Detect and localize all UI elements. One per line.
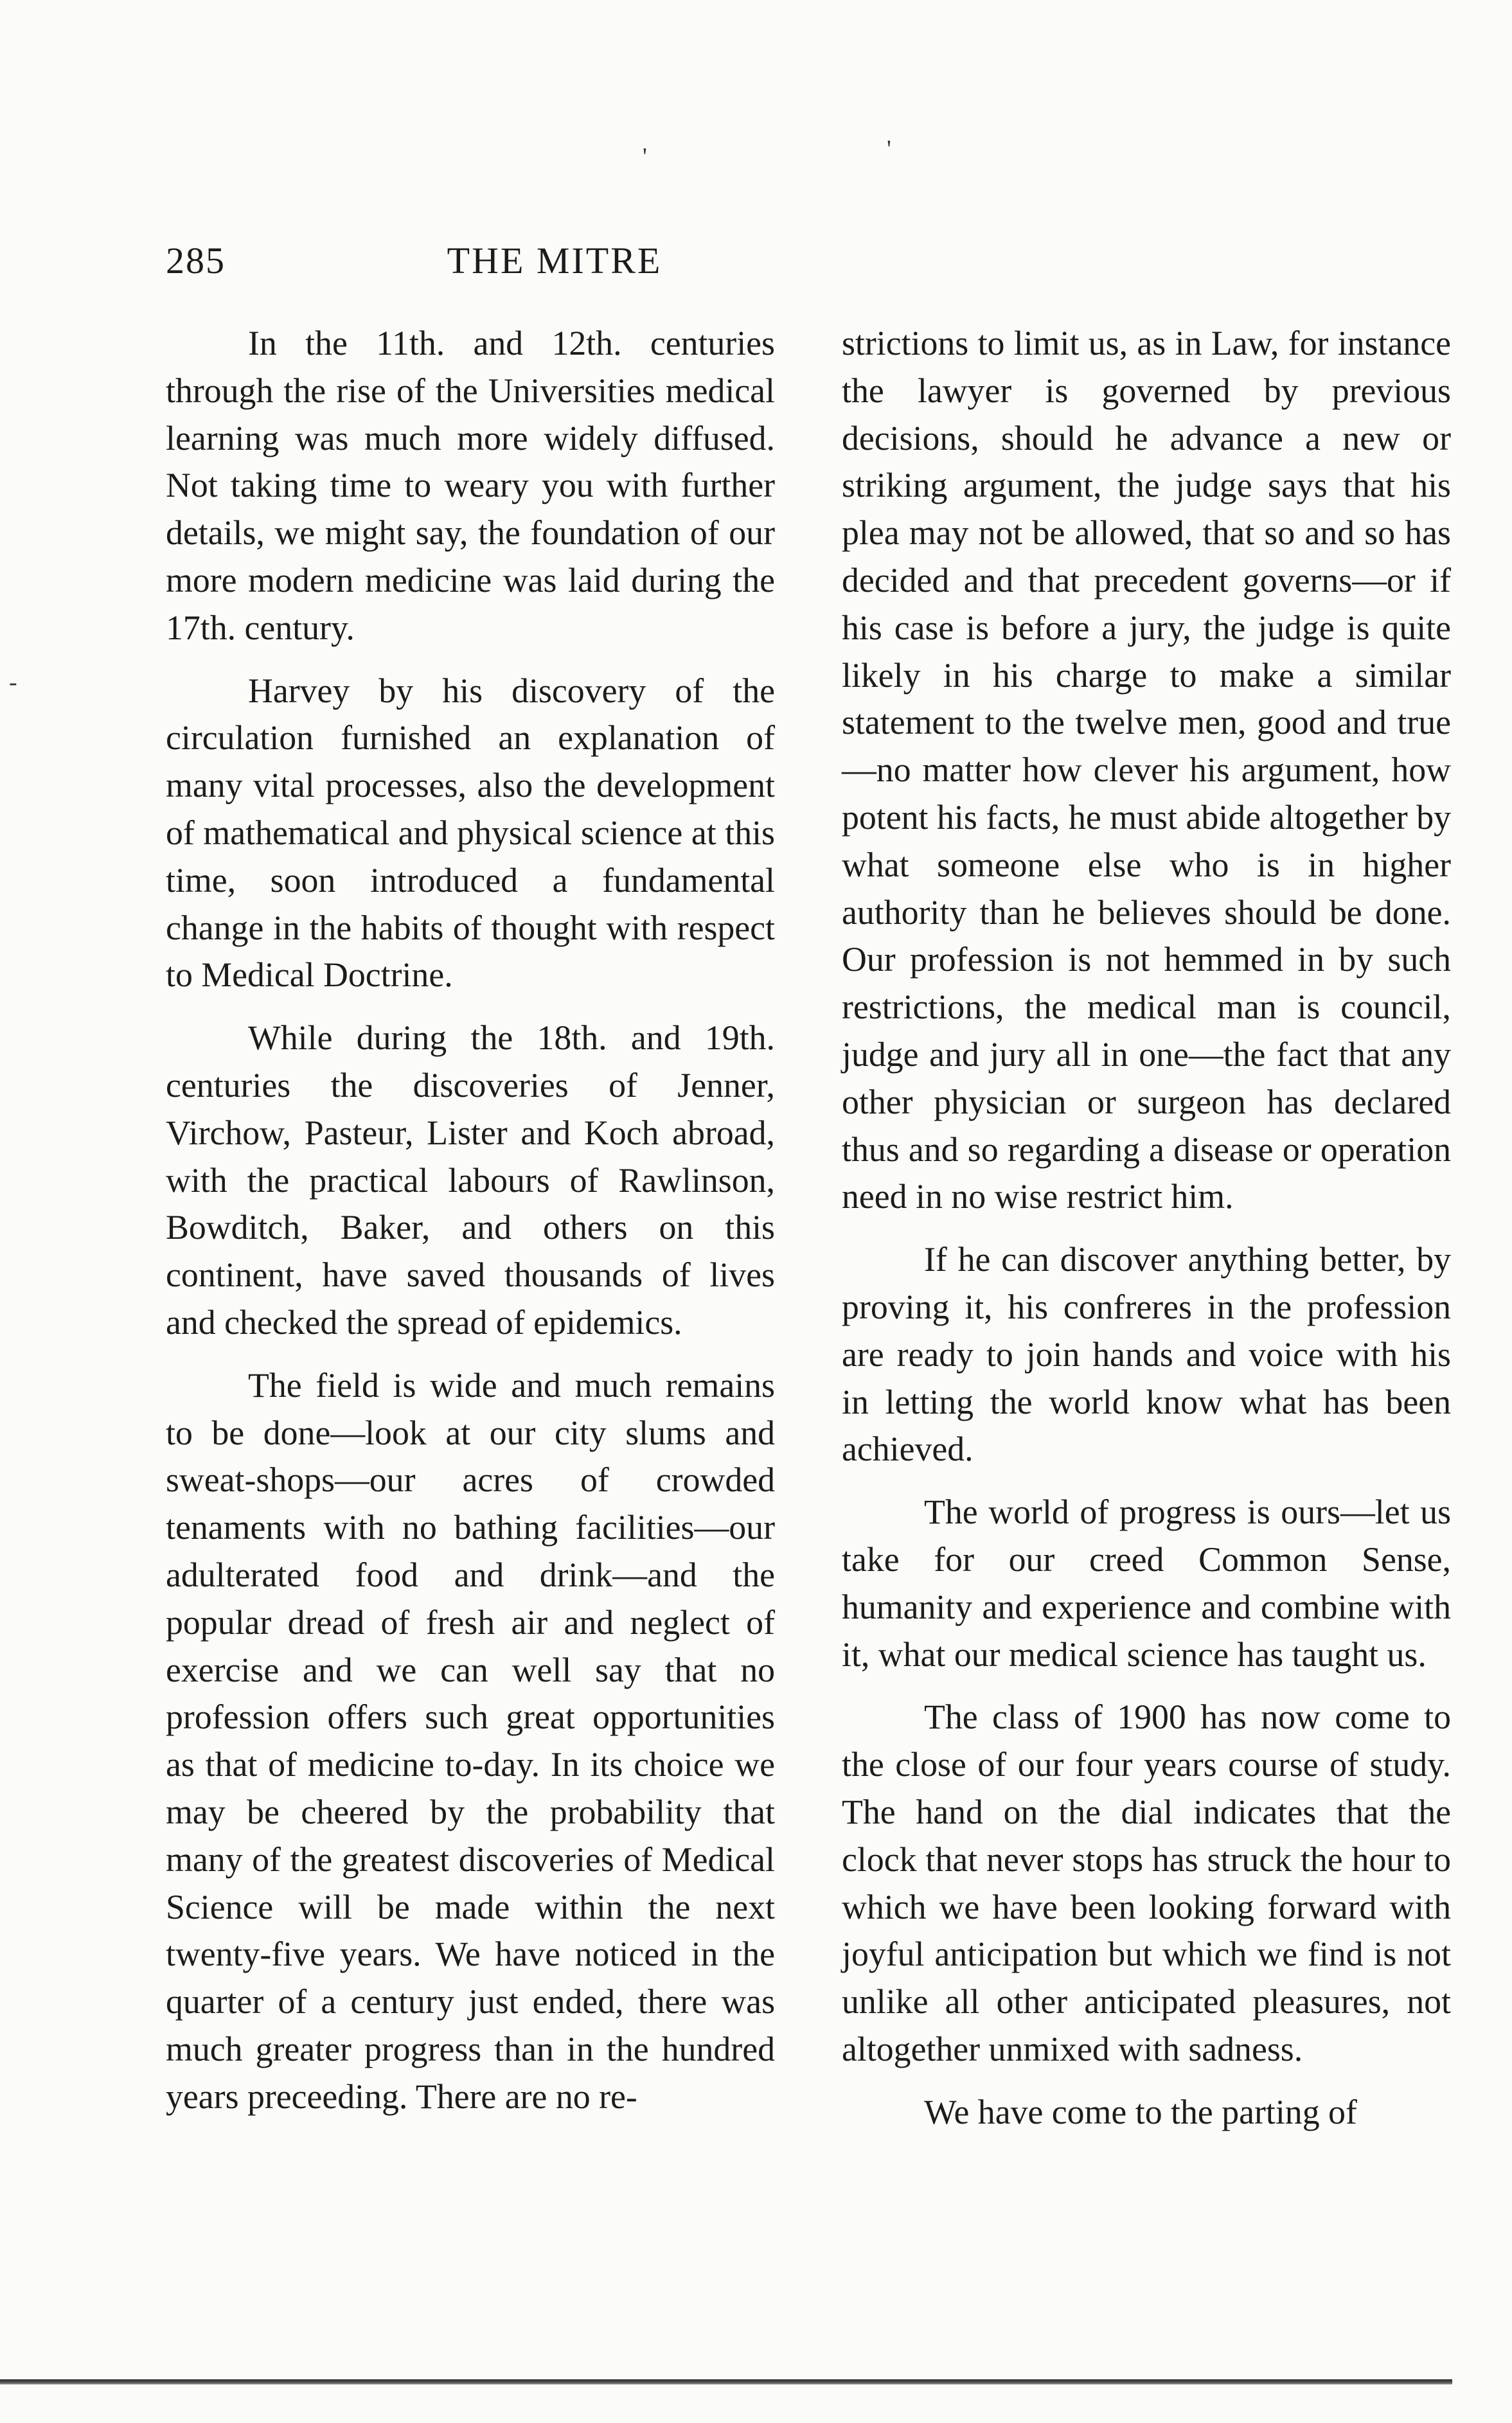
running-header bbox=[166, 239, 943, 290]
continued-paragraph: strictions to limit us, as in Law, for instance the lawyer is governed by previous decisions, should he advance a new or striking argument, the judge says that his plea may not be allowed, that so and so has decided and that precedent governs—or if his case is before a jury, the judge is quite likely in his charge to make a similar statement to the twelve men, good and true—no matter how clever his argument, how potent his facts, he must abide altogether by what someone else who is in higher authority than he believes should be done. Our profession is not hemmed in by such restrictions, the medical man is council, judge and jury all in one—the fact that any other physician or surgeon has declared thus and so regarding a disease or operation need in no wise restrict him. bbox=[842, 324, 1451, 1216]
paragraph: The world of progress is ours—let us take for our creed Common Sense, humanity and experience and combine with it, what our medical science has taught us. bbox=[842, 1493, 1451, 1674]
running-title: THE MITRE bbox=[447, 240, 663, 281]
right-column bbox=[842, 320, 1451, 2286]
scan-speck: ' bbox=[643, 143, 647, 170]
paragraph: We have come to the parting of bbox=[924, 2092, 1357, 2131]
bottom-rule bbox=[0, 2379, 1452, 2384]
page-number: 285 bbox=[166, 240, 226, 281]
paragraph: The class of 1900 has now come to the close of our four years course of study. The hand on the dial indicates that the clock that never stops has struck the hour to which we have been looking forward with joyful anticipation but which we find is not unlike all other anticipated pleasures, not altogether unmixed with sadness. bbox=[842, 1698, 1451, 2068]
scan-speck: ' bbox=[887, 136, 891, 163]
paragraph: Harvey by his discovery of the circulation furnished an explanation of many vital processes, also the development of mathematical and physical science at this time, soon introduced a fundamental change in the habits of thought with respect to Medical Doctrine. bbox=[166, 671, 775, 995]
paragraph: The field is wide and much remains to be done—look at our city slums and sweat-shops—our acres of crowded tenaments with no bathing facilities—our adulterated food and drink—and the popular dread of fresh air and neglect of exercise and we can well say that no profession offers such great opportunities as that of medicine to-day. In its choice we may be cheered by the probability that many of the greatest discoveries of Medical Science will be made within the next twenty-five years. We have noticed in the quarter of a century just ended, there was much greater progress than in the hundred years preceeding. There are no re- bbox=[166, 1365, 775, 2116]
left-column bbox=[166, 320, 775, 2286]
paragraph: If he can discover anything better, by proving it, his confreres in the profession are ready to join hands and voice with his in letting the world know what has been achieved. bbox=[842, 1240, 1451, 1469]
paragraph: While during the 18th. and 19th. centuries the discoveries of Jenner, Virchow, Pasteur, Lister and Koch abroad, with the practical labours of Rawlinson, Bowditch, Baker, and others on this continent, have saved thousands of lives and checked the spread of epidemics. bbox=[166, 1018, 775, 1342]
scan-speck: - bbox=[9, 669, 17, 696]
paragraph: In the 11th. and 12th. centuries through the rise of the Universities medical learning was much more widely diffused. Not taking time to weary you with further details, we might say, the foundation of our more modern medicine was laid during the 17th. century. bbox=[166, 324, 775, 647]
